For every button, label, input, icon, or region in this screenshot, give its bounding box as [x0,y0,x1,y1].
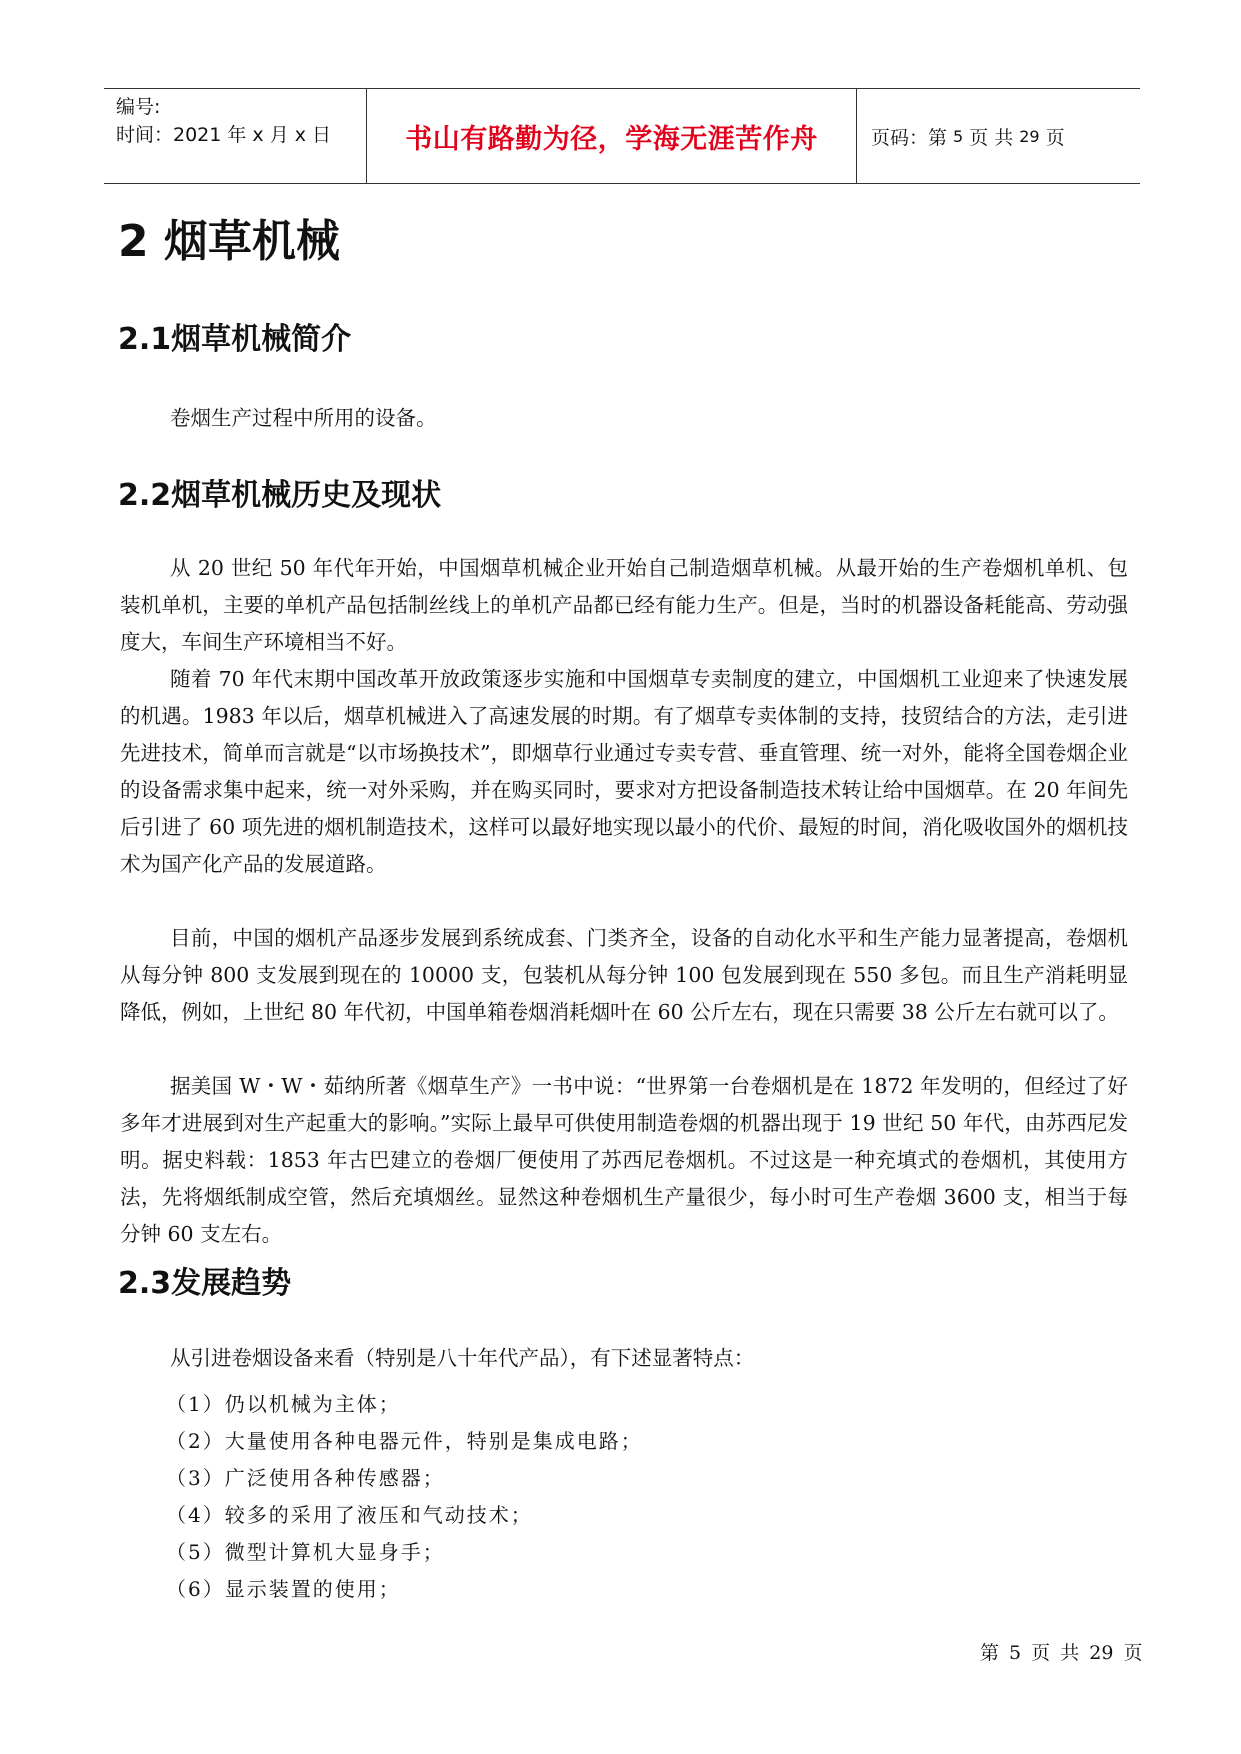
header-meta [104,89,367,183]
list-item: （3）广泛使用各种传感器； [166,1466,445,1490]
chapter-title: 2 烟草机械 [118,216,340,267]
section-heading-2-3: 2.3发展趋势 [118,1266,292,1301]
paragraph-history-2: 随着 70 年代末期中国改革开放政策逐步实施和中国烟草专卖制度的建立，中国烟机工业迎来了快速发展的机遇。1983 年以后，烟草机械进入了高速发展的时期。有了烟草专卖体制的支持，技贸结合的方法，走引进先进技术，简单而言就是“以市场换技术”，即烟草行业通过专卖专营、垂直管理、统一对外，能将全国卷烟企业的设备需求集中起来，统一对外采购，并在购买同时，要求对方把设备制造技术转让给中国烟草。在 20 年间先后引进了 60 项先进的烟机制造技术，这样可以最好地实现以最小的代价、最短的时间，消化吸收国外的烟机技术为国产化产品的发展道路。 [120,667,1128,876]
header-page-info [857,89,1140,183]
page-footer: 第 5 页 共 29 页 [980,1642,1143,1664]
header-page-prefix: 页码：第 [871,126,948,149]
paragraph-history-3: 目前，中国的烟机产品逐步发展到系统成套、门类齐全，设备的自动化水平和生产能力显著提高，卷烟机从每分钟 800 支发展到现在的 10000 支，包装机从每分钟 100 包发展到现在 550 多包。而且生产消耗明显降低，例如，上世纪 80 年代初，中国单箱卷烟消耗烟叶在 60 公斤左右，现在只需要 38 公斤左右就可以了。 [120,926,1128,1024]
header-motto: 书山有路勤为径，学海无涯苦作舟 [367,89,857,183]
header-page-mid: 页 共 [969,126,1014,149]
header-page-suffix: 页 [1045,126,1065,149]
section-2-1-text: 卷烟生产过程中所用的设备。 [170,406,437,430]
page-header [104,88,1140,184]
header-page-total: 29 [1019,126,1040,146]
list-item: （1）仍以机械为主体； [166,1392,401,1416]
header-page-current: 5 [953,126,964,146]
trend-intro: 从引进卷烟设备来看（特别是八十年代产品），有下述显著特点： [170,1346,755,1370]
list-item: （4）较多的采用了液压和气动技术； [166,1503,533,1527]
list-item: （5）微型计算机大显身手； [166,1540,445,1564]
list-item: （2）大量使用各种电器元件，特别是集成电路； [166,1429,643,1453]
paragraph-history-1: 从 20 世纪 50 年代年开始，中国烟草机械企业开始自己制造烟草机械。从最开始的生产卷烟机单机、包装机单机，主要的单机产品包括制丝线上的单机产品都已经有能力生产。但是，当时的机器设备耗能高、劳动强度大，车间生产环境相当不好。 [120,556,1128,654]
list-item: （6）显示装置的使用； [166,1577,401,1601]
header-number-label: 编号: [116,96,161,118]
paragraph-history-4: 据美国 W・W・茹纳所著《烟草生产》一书中说：“世界第一台卷烟机是在 1872 年发明的，但经过了好多年才进展到对生产起重大的影响。”实际上最早可供使用制造卷烟的机器出现于 19 世纪 50 年代，由苏西尼发明。据史料载：1853 年古巴建立的卷烟厂便使用了苏西尼卷烟机。不过这是一种充填式的卷烟机，其使用方法，先将烟纸制成空管，然后充填烟丝。显然这种卷烟机生产量很少，每小时可生产卷烟 3600 支，相当于每分钟 60 支左右。 [120,1074,1128,1246]
header-time: 时间：2021 年 x 月 x 日 [116,124,332,146]
section-heading-2-1: 2.1烟草机械简介 [118,322,352,357]
trend-list [166,1386,643,1608]
section-heading-2-2: 2.2烟草机械历史及现状 [118,478,442,513]
